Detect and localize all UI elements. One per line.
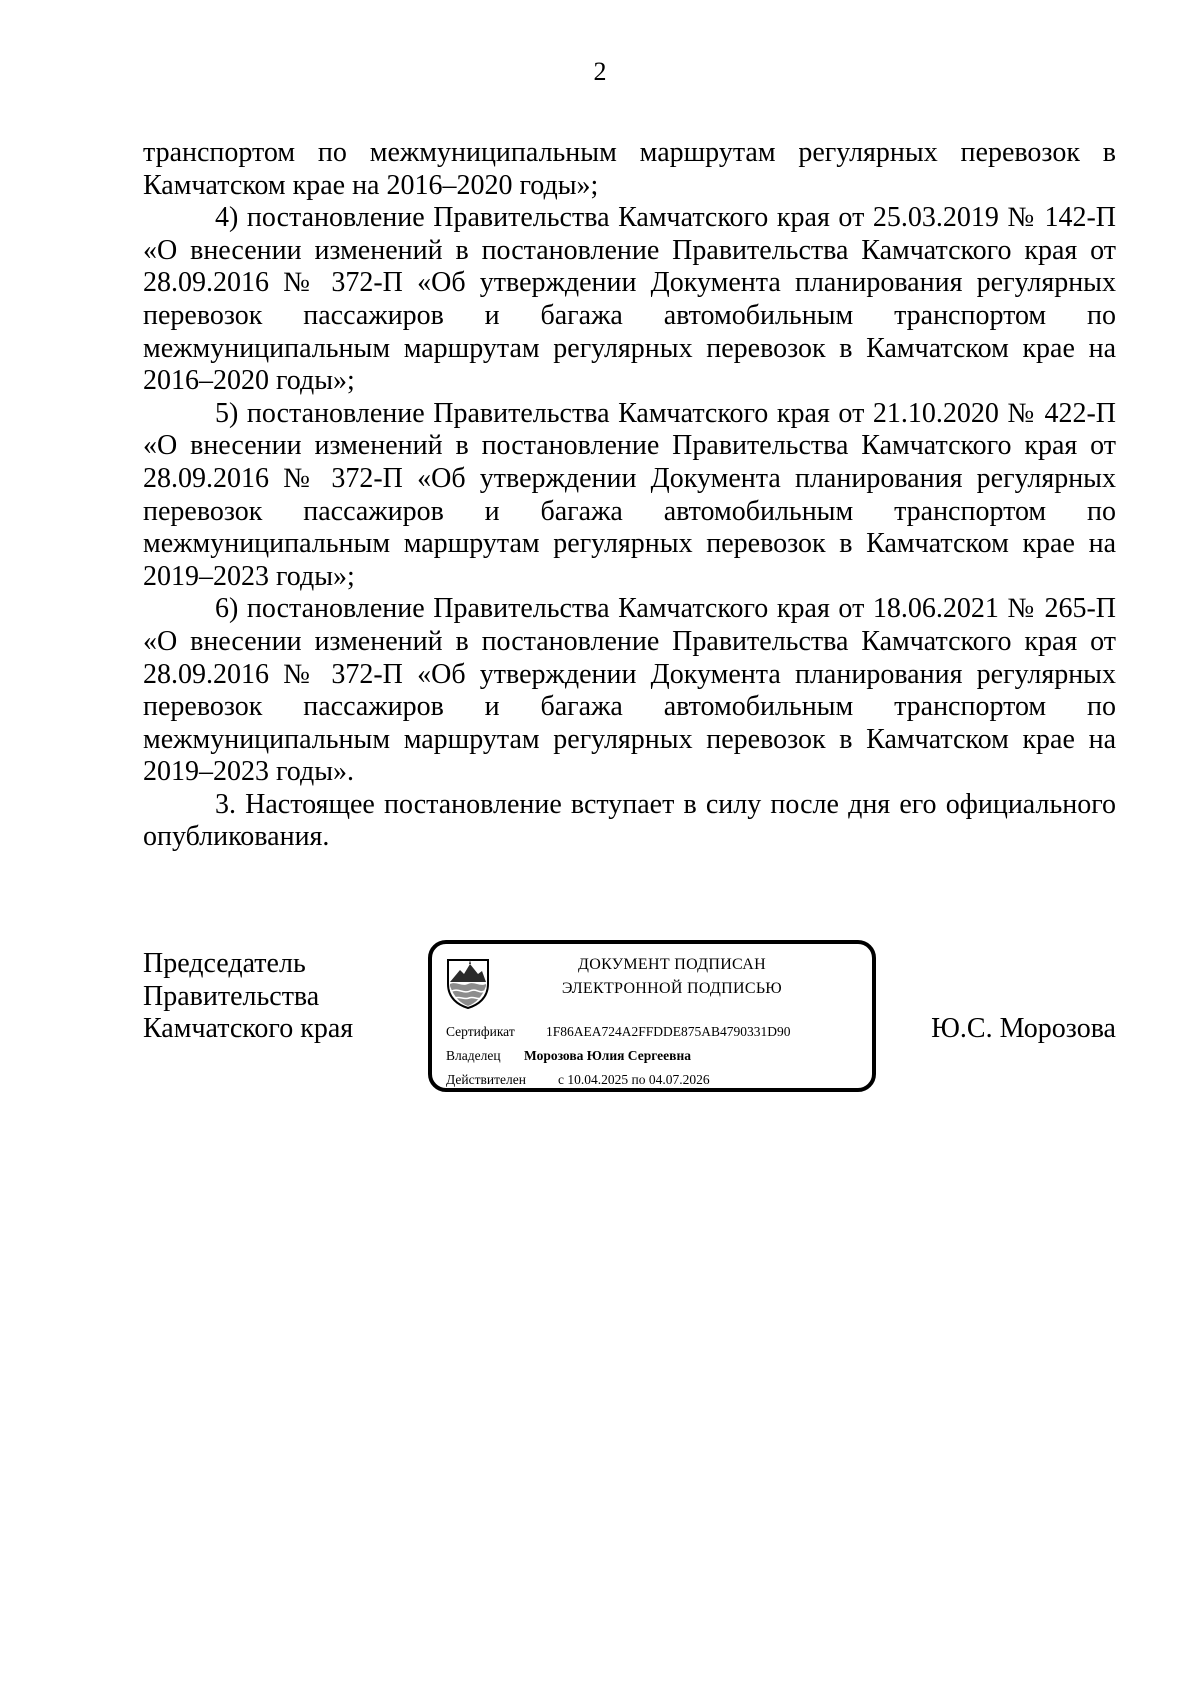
signer-position-line: Камчатского края [143,1013,354,1045]
certificate-value: 1F86AEA724A2FFDDE875AB4790331D90 [546,1024,791,1039]
electronic-signature-stamp [428,940,876,1092]
paragraph-continuation: транспортом по межмуниципальным маршрутам регулярных перевозок в Камчатском крае на 2016–2020 годы»; [143,137,1116,201]
owner-value: Морозова Юлия Сергеевна [524,1048,691,1063]
document-body [143,137,1116,854]
paragraph-clause-3: 3. Настоящее постановление вступает в силу после дня его официального опубликования. [143,788,1116,853]
paragraph-item-6: 6) постановление Правительства Камчатского края от 18.06.2021 № 265-П «О внесении изменений в постановление Правительства Камчатского края от 28.09.2016 № 372-П «Об утверждении Документа планирования регулярных перевозок пассажиров и багажа автомобильным транспортом по межмуниципальным маршрутам регулярных перевозок в Камчатском крае на 2019–2023 годы». [143,593,1116,788]
paragraph-item-5: 5) постановление Правительства Камчатского края от 21.10.2020 № 422-П «О внесении изменений в постановление Правительства Камчатского края от 28.09.2016 № 372-П «Об утверждении Документа планирования регулярных перевозок пассажиров и багажа автомобильным транспортом по межмуниципальным маршрутам регулярных перевозок в Камчатском крае на 2019–2023 годы»; [143,397,1116,592]
owner-label: Владелец [446,1048,501,1063]
signer-name: Ю.С. Морозова [931,1013,1116,1044]
validity-value: с 10.04.2025 по 04.07.2026 [558,1072,710,1087]
validity-row [446,1071,710,1089]
validity-label: Действителен [446,1072,526,1087]
page-number: 2 [593,57,607,86]
certificate-row [446,1023,791,1041]
signer-position-line: Правительства [143,980,320,1012]
stamp-heading-line: ЭЛЕКТРОННОЙ ПОДПИСЬЮ [561,980,783,997]
owner-row [446,1047,691,1065]
certificate-label: Сертификат [446,1024,515,1039]
signer-position [143,948,353,1046]
signer-position-line: Председатель [143,948,306,979]
kamchatka-coat-of-arms-icon [444,954,492,1010]
paragraph-item-4: 4) постановление Правительства Камчатского края от 25.03.2019 № 142-П «О внесении изменений в постановление Правительства Камчатского края от 28.09.2016 № 372-П «Об утверждении Документа планирования регулярных перевозок пассажиров и багажа автомобильным транспортом по межмуниципальным маршрутам регулярных перевозок в Камчатском крае на 2016–2020 годы»; [143,202,1116,397]
stamp-heading [502,953,842,1001]
stamp-heading-line: ДОКУМЕНТ ПОДПИСАН [578,956,766,973]
